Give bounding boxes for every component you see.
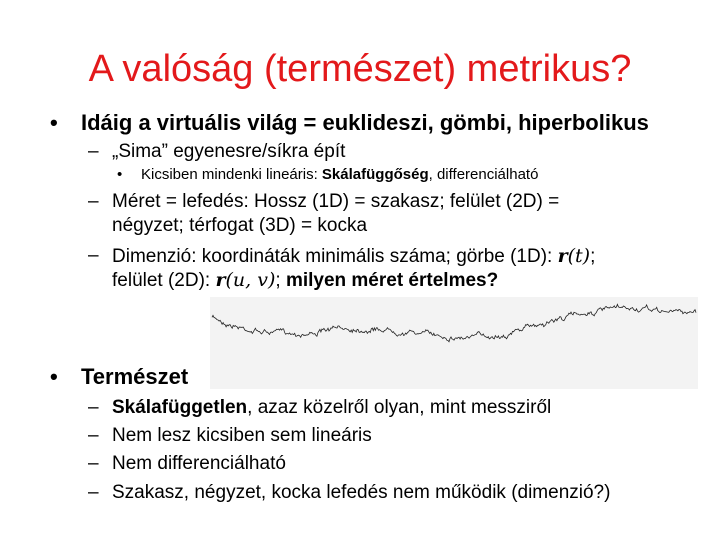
nature-item-3: Nem differenciálható xyxy=(112,453,286,474)
bullet-nature: Természet xyxy=(81,364,189,389)
slide-title: A valóság (természet) metrikus? xyxy=(88,48,632,90)
dash-marker: – xyxy=(88,191,99,212)
bullet-dot: • xyxy=(50,364,58,389)
text-part: felület (2D): xyxy=(112,270,216,291)
math-arg-uv: (u, v) xyxy=(225,269,276,291)
meaningful-size-question: milyen méret értelmes? xyxy=(285,270,499,291)
bullet-dot: • xyxy=(117,166,123,183)
sub-dimension-1 xyxy=(112,245,595,268)
text-part: , azaz közelről olyan, mint messziről xyxy=(247,397,552,418)
text-part: ; xyxy=(275,270,286,291)
nature-item-1 xyxy=(112,397,551,419)
dash-marker: – xyxy=(88,245,99,266)
fractal-curve-graphic xyxy=(210,297,698,389)
math-vector-r: r xyxy=(215,269,226,291)
text-part: , differenciálható xyxy=(428,166,539,183)
math-vector-r: r xyxy=(557,245,568,267)
sub-size-covering-2: négyzet; térfogat (3D) = kocka xyxy=(112,215,368,236)
bullet-dot: • xyxy=(50,110,58,135)
sub-size-covering-1: Méret = lefedés: Hossz (1D) = szakasz; felület (2D) = xyxy=(112,191,560,212)
text-part: ; xyxy=(590,246,596,267)
dash-marker: – xyxy=(88,425,99,446)
fractal-curve-line xyxy=(212,304,696,342)
scale-free-term: Skálafüggetlen xyxy=(112,397,248,418)
dash-marker: – xyxy=(88,397,99,418)
nature-item-4: Szakasz, négyzet, kocka lefedés nem működik (dimenzió?) xyxy=(112,482,611,503)
math-arg-t: (t) xyxy=(567,245,591,267)
sub-linear-small xyxy=(141,166,538,183)
dash-marker: – xyxy=(88,453,99,474)
text-part: Kicsiben mindenki lineáris: xyxy=(141,166,322,183)
nature-item-2: Nem lesz kicsiben sem lineáris xyxy=(112,425,372,446)
bullet-virtual-world: Idáig a virtuális világ = euklideszi, gömbi, hiperbolikus xyxy=(81,110,649,135)
dash-marker: – xyxy=(88,482,99,503)
dash-marker: – xyxy=(88,141,99,162)
sub-smooth-line: „Sima” egyenesre/síkra épít xyxy=(112,141,346,162)
sub-dimension-2 xyxy=(112,269,498,292)
text-part: Dimenzió: koordináták minimális száma; görbe (1D): xyxy=(112,246,558,267)
scale-dependence-term: Skálafüggőség xyxy=(321,166,429,183)
fractal-noise-image xyxy=(210,297,698,389)
